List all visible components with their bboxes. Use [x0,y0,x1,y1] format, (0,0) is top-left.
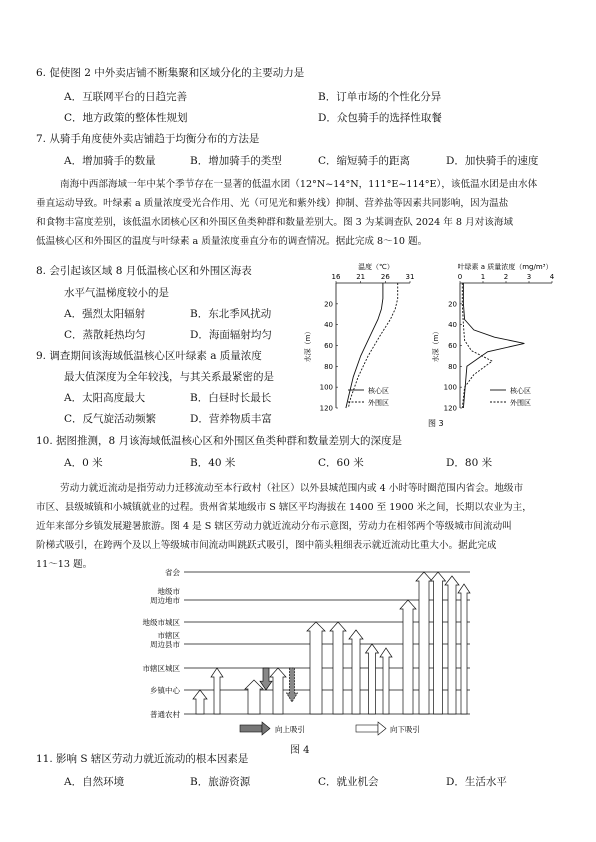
level-label: 周边县市 [150,640,180,649]
figure3-caption: 图 3 [428,419,444,428]
temp-chart-title: 温度（℃） [358,263,394,271]
legend-down-label: 向下吸引 [390,725,420,734]
temp-x-tick-label: 16 [331,273,341,281]
q8-option-c[interactable]: C．蒸散耗热均匀 [64,329,146,341]
upward-flow-arrow [400,600,416,714]
chl-y-tick-label: 40 [448,321,457,330]
q7-option-a[interactable]: A．增加骑手的数量 [64,155,156,167]
passage2-line1: 劳动力就近流动是指劳动力迁移流动至本行政村（社区）以外县城范围内或 4 小时等时圈范围内省会。地级市 [60,483,524,494]
q8-option-b[interactable]: B．东北季风扰动 [190,308,272,320]
q7-option-c[interactable]: C．缩短骑手的距离 [318,155,411,167]
upward-flow-arrow [349,630,363,714]
legend-down-arrowhead [378,722,386,735]
chl-chart-title: 叶绿素 a 质量浓度（mg/m³） [457,263,553,271]
q6-option-c[interactable]: C．地方政策的整体性规划 [64,112,188,124]
passage2-line4: 阶梯式吸引，在跨两个及以上等级城市间流动叫跳跃式吸引，图中箭头粗细表示就近流动比重大小。据此完成 [36,540,497,551]
upward-flow-arrow [245,680,263,714]
passage2-line5: 11～13 题。 [36,559,93,570]
upward-flow-arrow [366,644,379,714]
q9-option-a[interactable]: A．太阳高度最大 [64,392,146,404]
level-label: 周边地市 [150,596,180,605]
temp-legend-outer: 外围区 [368,399,389,407]
temp-y-tick-label: 120 [319,404,333,413]
upward-flow-arrow [431,572,446,714]
temp-legend-core: 核心区 [368,387,389,395]
legend-up-label: 向上吸引 [275,725,305,734]
temp-y-tick-label: 80 [324,362,333,371]
level-label: 地级市城区 [142,618,180,627]
q8-stem-line2: 水平气温梯度较小的是 [64,287,169,299]
q8-option-a[interactable]: A．强烈太阳辐射 [64,308,146,320]
chl-x-tick-label: 3 [526,273,532,281]
q8-option-d[interactable]: D．海面辐射均匀 [190,329,272,341]
passage1-line4: 低温核心区和外围区的温度与叶绿素 a 质量浓度垂直分布的调查情况。据此完成 8～10 题。 [36,236,428,247]
downward-flow-arrow [287,668,298,702]
q6-option-d[interactable]: D．众包骑手的选择性取餐 [318,112,442,124]
temperature-chart [303,262,414,413]
upward-flow-arrow [307,622,325,714]
q6-stem: 6. 促使图 2 中外卖店铺不断集聚和区域分化的主要动力是 [36,67,305,79]
q10-option-c[interactable]: C．60 米 [318,457,364,469]
q6-option-a[interactable]: A．互联网平台的日趋完善 [64,91,188,103]
q11-stem: 11. 影响 S 辖区劳动力就近流动的根本因素是 [36,753,249,765]
q11-option-a[interactable]: A．自然环境 [64,776,125,788]
q9-option-c[interactable]: C．反气旋活动频繁 [64,413,157,425]
chl-x-tick-label: 1 [480,273,486,281]
q8-stem-line1: 8. 会引起该区域 8 月低温核心区和外围区海表 [36,265,252,277]
level-label: 乡镇中心 [150,686,180,695]
legend-up-swatch [240,725,262,732]
temp-depth-label: 水深（m） [304,327,312,363]
q9-stem-line2: 最大值深度为全年较浅，与其关系最紧密的是 [64,371,274,383]
q9-option-d[interactable]: D．营养物质丰富 [190,413,272,425]
upward-flow-arrow [445,576,459,714]
chl-legend-core: 核心区 [510,387,531,395]
figure3-charts [290,260,580,430]
chl-depth-label: 水深（m） [432,327,440,363]
temp-y-tick-label: 60 [324,342,333,350]
q10-stem: 10. 据图推测，8 月该海域低温核心区和外围区鱼类种群和数量差别大的深度是 [36,435,403,447]
q10-option-b[interactable]: B．40 米 [190,457,236,469]
level-label: 市辖区城区 [142,664,180,673]
chlorophyll-chart [431,262,555,413]
q7-option-b[interactable]: B．增加骑手的类型 [190,155,282,167]
upward-flow-arrow [193,690,207,714]
legend-up-arrowhead [262,722,270,735]
chl-y-tick-label: 120 [443,404,457,413]
q7-option-d[interactable]: D．加快骑手的速度 [446,155,539,167]
downward-flow-arrow [260,668,272,690]
upward-flow-arrow [416,572,432,714]
passage1-line1: 南海中西部海域一年中某个季节存在一显著的低温水团（12°N~14°N，111°E~114°E），该低温水团是由水体 [60,179,538,190]
passage2-line2: 市区、县级城镇和小城镇就业的过程。贵州省某地级市 S 辖区平均海拔在 1400 至 1900 米之间，长期以农业为主， [36,502,532,513]
q9-stem-line1: 9. 调查期间该海域低温核心区叶绿素 a 质量浓度 [36,350,262,362]
level-label: 地级市 [157,587,180,596]
figure4-legend [240,722,420,735]
q10-option-d[interactable]: D．80 米 [446,457,493,469]
q6-option-b[interactable]: B．订单市场的个性化分异 [318,91,442,103]
temp-y-tick-label: 40 [324,321,333,330]
chl-y-tick-label: 80 [448,362,457,371]
figure4-caption: 图 4 [290,745,310,756]
chl-y-tick-label: 100 [443,383,457,392]
temp-x-tick-label: 26 [380,273,390,281]
chl-x-tick-label: 4 [549,273,555,281]
upward-flow-arrow [211,668,223,714]
upward-flow-arrow [458,584,470,714]
temp-y-tick-label: 20 [324,300,333,309]
passage1-line2: 垂直运动导致。叶绿素 a 质量浓度受光合作用、光（可见光和紫外线）抑制、营养盐等因素共同影响，因为温盐 [36,198,509,209]
level-label: 普通农村 [150,710,180,719]
chl-legend-outer: 外围区 [510,399,531,407]
temp-y-tick-label: 100 [319,383,333,392]
figure4-diagram [120,562,490,754]
upward-flow-arrow [380,648,392,714]
q7-stem: 7. 从骑手角度使外卖店铺趋于均衡分布的方法是 [36,133,260,145]
chl-x-tick-label: 2 [503,273,509,281]
q9-option-b[interactable]: B．白昼时长最长 [190,392,272,404]
passage1-line3: 和食物丰富度差别，该低温水团核心区和外围区鱼类种群和数量差别大。图 3 为某调查队 2024 年 8 月对该海域 [36,217,514,228]
temp-x-tick-label: 21 [356,273,366,281]
q11-option-c[interactable]: C．就业机会 [318,776,379,788]
q10-option-a[interactable]: A．0 米 [64,457,103,469]
chl-y-tick-label: 60 [448,342,457,350]
level-label: 市辖区 [157,631,180,640]
temp-x-tick-label: 31 [405,273,415,281]
level-label: 省会 [165,568,180,577]
legend-down-swatch [356,725,378,732]
q11-option-d[interactable]: D．生活水平 [446,776,507,788]
chl-y-tick-label: 20 [448,300,457,309]
passage2-line3: 近年来部分乡镇发展避暑旅游。图 4 是 S 辖区劳动力就近流动分布示意图，劳动力在相邻两个等级城市间流动叫 [36,521,512,532]
upward-flow-arrow [270,668,286,714]
chl-series-outer [462,283,492,408]
chl-x-tick-label: 0 [457,273,463,281]
q11-option-b[interactable]: B．旅游资源 [190,776,251,788]
